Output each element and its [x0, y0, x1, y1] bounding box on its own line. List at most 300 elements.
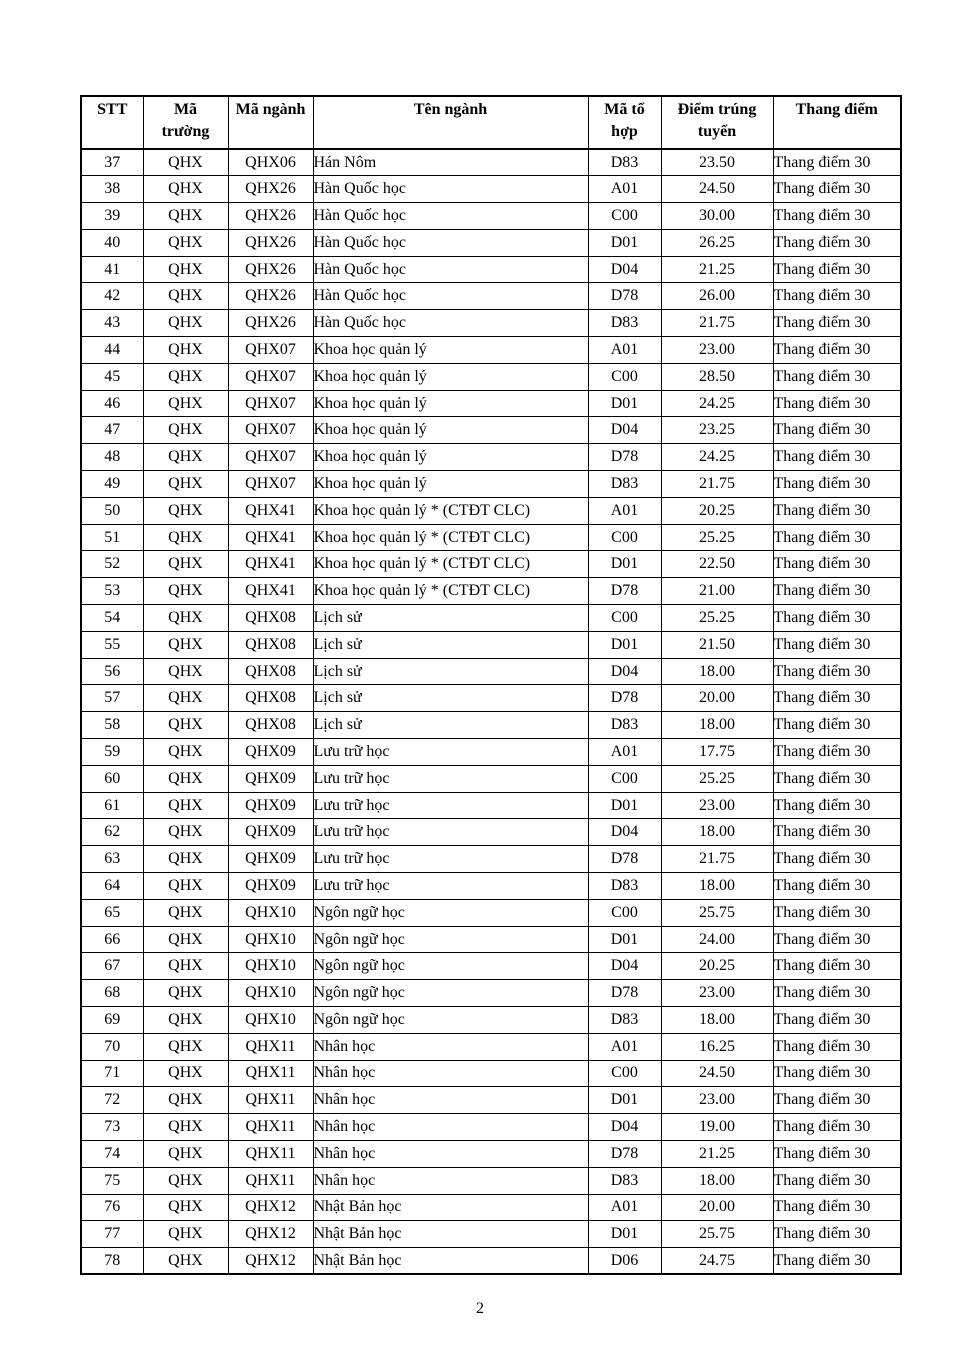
table-row [81, 256, 901, 283]
diem-cell: 21.75 [661, 846, 773, 873]
ma-truong-cell: QHX [143, 551, 228, 578]
table-row [81, 390, 901, 417]
ma-to-hop-cell: D78 [588, 283, 661, 310]
ten-nganh-cell: Khoa học quản lý * (CTĐT CLC) [313, 524, 588, 551]
ma-to-hop-cell: C00 [588, 524, 661, 551]
thang-diem-cell: Thang điểm 30 [773, 1007, 901, 1034]
diem-cell: 18.00 [661, 1167, 773, 1194]
thang-diem-cell: Thang điểm 30 [773, 739, 901, 766]
ma-truong-cell: QHX [143, 417, 228, 444]
ma-truong-cell: QHX [143, 739, 228, 766]
stt-cell: 45 [81, 363, 143, 390]
ma-truong-cell: QHX [143, 578, 228, 605]
ma-to-hop-cell: A01 [588, 176, 661, 203]
diem-cell: 21.75 [661, 471, 773, 498]
thang-diem-cell: Thang điểm 30 [773, 1167, 901, 1194]
ma-truong-cell: QHX [143, 792, 228, 819]
stt-cell: 57 [81, 685, 143, 712]
thang-diem-cell: Thang điểm 30 [773, 337, 901, 364]
table-row [81, 899, 901, 926]
thang-diem-cell: Thang điểm 30 [773, 176, 901, 203]
ma-to-hop-cell: D01 [588, 1087, 661, 1114]
stt-cell: 68 [81, 980, 143, 1007]
table-row [81, 578, 901, 605]
diem-cell: 21.25 [661, 1140, 773, 1167]
ten-nganh-cell: Khoa học quản lý [313, 417, 588, 444]
ten-nganh-cell: Ngôn ngữ học [313, 1007, 588, 1034]
ten-nganh-cell: Hán Nôm [313, 149, 588, 176]
diem-cell: 19.00 [661, 1114, 773, 1141]
ten-nganh-cell: Lưu trữ học [313, 765, 588, 792]
header-stt: STT [81, 96, 143, 149]
thang-diem-cell: Thang điểm 30 [773, 149, 901, 176]
ten-nganh-cell: Lưu trữ học [313, 819, 588, 846]
ma-truong-cell: QHX [143, 149, 228, 176]
ma-truong-cell: QHX [143, 926, 228, 953]
ten-nganh-cell: Khoa học quản lý [313, 444, 588, 471]
diem-cell: 18.00 [661, 658, 773, 685]
ma-to-hop-cell: D83 [588, 149, 661, 176]
stt-cell: 51 [81, 524, 143, 551]
stt-cell: 50 [81, 497, 143, 524]
header-ma-to-hop: Mã tổ hợp [588, 96, 661, 149]
ma-nganh-cell: QHX26 [228, 203, 313, 230]
thang-diem-cell: Thang điểm 30 [773, 712, 901, 739]
ma-nganh-cell: QHX12 [228, 1248, 313, 1275]
stt-cell: 62 [81, 819, 143, 846]
diem-cell: 26.00 [661, 283, 773, 310]
ten-nganh-cell: Lưu trữ học [313, 792, 588, 819]
ma-to-hop-cell: D83 [588, 873, 661, 900]
ma-to-hop-cell: D83 [588, 310, 661, 337]
table-row [81, 363, 901, 390]
stt-cell: 40 [81, 229, 143, 256]
table-row [81, 229, 901, 256]
stt-cell: 38 [81, 176, 143, 203]
ten-nganh-cell: Lưu trữ học [313, 873, 588, 900]
stt-cell: 37 [81, 149, 143, 176]
ma-truong-cell: QHX [143, 1221, 228, 1248]
stt-cell: 73 [81, 1114, 143, 1141]
diem-cell: 23.00 [661, 1087, 773, 1114]
diem-cell: 25.25 [661, 605, 773, 632]
diem-cell: 18.00 [661, 712, 773, 739]
ma-nganh-cell: QHX09 [228, 819, 313, 846]
diem-cell: 20.25 [661, 953, 773, 980]
ma-nganh-cell: QHX11 [228, 1140, 313, 1167]
diem-cell: 25.75 [661, 1221, 773, 1248]
ma-nganh-cell: QHX08 [228, 658, 313, 685]
ma-to-hop-cell: D78 [588, 444, 661, 471]
ma-truong-cell: QHX [143, 1194, 228, 1221]
ma-to-hop-cell: D83 [588, 1007, 661, 1034]
ma-nganh-cell: QHX08 [228, 685, 313, 712]
ten-nganh-cell: Lịch sử [313, 712, 588, 739]
thang-diem-cell: Thang điểm 30 [773, 899, 901, 926]
ma-nganh-cell: QHX07 [228, 471, 313, 498]
thang-diem-cell: Thang điểm 30 [773, 363, 901, 390]
thang-diem-cell: Thang điểm 30 [773, 926, 901, 953]
ma-nganh-cell: QHX06 [228, 149, 313, 176]
stt-cell: 76 [81, 1194, 143, 1221]
diem-cell: 22.50 [661, 551, 773, 578]
ma-to-hop-cell: C00 [588, 765, 661, 792]
ma-to-hop-cell: D01 [588, 1221, 661, 1248]
ma-truong-cell: QHX [143, 203, 228, 230]
ma-to-hop-cell: D01 [588, 390, 661, 417]
diem-cell: 21.75 [661, 310, 773, 337]
stt-cell: 71 [81, 1060, 143, 1087]
ma-truong-cell: QHX [143, 390, 228, 417]
ma-truong-cell: QHX [143, 873, 228, 900]
ma-nganh-cell: QHX26 [228, 256, 313, 283]
ten-nganh-cell: Nhật Bản học [313, 1194, 588, 1221]
ma-nganh-cell: QHX11 [228, 1087, 313, 1114]
table-row [81, 765, 901, 792]
ma-truong-cell: QHX [143, 1140, 228, 1167]
diem-cell: 21.25 [661, 256, 773, 283]
ma-to-hop-cell: C00 [588, 363, 661, 390]
ma-truong-cell: QHX [143, 1167, 228, 1194]
header-thang-diem: Thang điểm [773, 96, 901, 149]
ten-nganh-cell: Khoa học quản lý * (CTĐT CLC) [313, 551, 588, 578]
stt-cell: 58 [81, 712, 143, 739]
ma-truong-cell: QHX [143, 176, 228, 203]
ma-to-hop-cell: D04 [588, 819, 661, 846]
stt-cell: 75 [81, 1167, 143, 1194]
thang-diem-cell: Thang điểm 30 [773, 471, 901, 498]
ten-nganh-cell: Hàn Quốc học [313, 256, 588, 283]
ma-truong-cell: QHX [143, 471, 228, 498]
thang-diem-cell: Thang điểm 30 [773, 1194, 901, 1221]
thang-diem-cell: Thang điểm 30 [773, 551, 901, 578]
table-row [81, 471, 901, 498]
thang-diem-cell: Thang điểm 30 [773, 873, 901, 900]
diem-cell: 21.50 [661, 631, 773, 658]
ma-truong-cell: QHX [143, 605, 228, 632]
ma-nganh-cell: QHX10 [228, 899, 313, 926]
ma-to-hop-cell: D04 [588, 953, 661, 980]
stt-cell: 74 [81, 1140, 143, 1167]
ma-nganh-cell: QHX09 [228, 873, 313, 900]
header-row [81, 96, 901, 149]
thang-diem-cell: Thang điểm 30 [773, 310, 901, 337]
ma-truong-cell: QHX [143, 980, 228, 1007]
ten-nganh-cell: Khoa học quản lý [313, 337, 588, 364]
table-row [81, 739, 901, 766]
diem-cell: 28.50 [661, 363, 773, 390]
ma-nganh-cell: QHX26 [228, 283, 313, 310]
ma-to-hop-cell: D01 [588, 926, 661, 953]
diem-cell: 20.00 [661, 1194, 773, 1221]
table-row [81, 497, 901, 524]
ten-nganh-cell: Hàn Quốc học [313, 229, 588, 256]
diem-cell: 24.75 [661, 1248, 773, 1275]
ten-nganh-cell: Nhân học [313, 1140, 588, 1167]
ten-nganh-cell: Nhân học [313, 1114, 588, 1141]
stt-cell: 43 [81, 310, 143, 337]
table-row [81, 712, 901, 739]
stt-cell: 52 [81, 551, 143, 578]
table-row [81, 685, 901, 712]
diem-cell: 25.25 [661, 765, 773, 792]
diem-cell: 17.75 [661, 739, 773, 766]
ma-nganh-cell: QHX11 [228, 1167, 313, 1194]
ma-truong-cell: QHX [143, 1060, 228, 1087]
header-ma-truong: Mã trường [143, 96, 228, 149]
ma-to-hop-cell: A01 [588, 1194, 661, 1221]
ma-truong-cell: QHX [143, 444, 228, 471]
ten-nganh-cell: Nhật Bản học [313, 1248, 588, 1275]
ten-nganh-cell: Khoa học quản lý [313, 471, 588, 498]
ma-truong-cell: QHX [143, 631, 228, 658]
ten-nganh-cell: Ngôn ngữ học [313, 953, 588, 980]
ma-nganh-cell: QHX41 [228, 551, 313, 578]
ten-nganh-cell: Nhân học [313, 1087, 588, 1114]
ten-nganh-cell: Hàn Quốc học [313, 283, 588, 310]
ma-to-hop-cell: D04 [588, 1114, 661, 1141]
thang-diem-cell: Thang điểm 30 [773, 605, 901, 632]
thang-diem-cell: Thang điểm 30 [773, 444, 901, 471]
diem-cell: 20.00 [661, 685, 773, 712]
ma-nganh-cell: QHX08 [228, 631, 313, 658]
thang-diem-cell: Thang điểm 30 [773, 256, 901, 283]
stt-cell: 55 [81, 631, 143, 658]
diem-cell: 16.25 [661, 1033, 773, 1060]
ma-to-hop-cell: D04 [588, 417, 661, 444]
table-row [81, 1087, 901, 1114]
stt-cell: 61 [81, 792, 143, 819]
diem-cell: 18.00 [661, 873, 773, 900]
ma-nganh-cell: QHX09 [228, 846, 313, 873]
ma-truong-cell: QHX [143, 283, 228, 310]
ma-to-hop-cell: D01 [588, 631, 661, 658]
stt-cell: 39 [81, 203, 143, 230]
ma-truong-cell: QHX [143, 819, 228, 846]
diem-cell: 18.00 [661, 1007, 773, 1034]
thang-diem-cell: Thang điểm 30 [773, 658, 901, 685]
stt-cell: 67 [81, 953, 143, 980]
diem-cell: 20.25 [661, 497, 773, 524]
ma-to-hop-cell: C00 [588, 605, 661, 632]
table-row [81, 417, 901, 444]
table-row [81, 631, 901, 658]
stt-cell: 60 [81, 765, 143, 792]
ma-truong-cell: QHX [143, 899, 228, 926]
stt-cell: 41 [81, 256, 143, 283]
ma-to-hop-cell: A01 [588, 1033, 661, 1060]
diem-cell: 18.00 [661, 819, 773, 846]
ten-nganh-cell: Lịch sử [313, 658, 588, 685]
table-row [81, 1221, 901, 1248]
thang-diem-cell: Thang điểm 30 [773, 765, 901, 792]
thang-diem-cell: Thang điểm 30 [773, 390, 901, 417]
diem-cell: 25.75 [661, 899, 773, 926]
ma-truong-cell: QHX [143, 363, 228, 390]
ma-nganh-cell: QHX12 [228, 1194, 313, 1221]
ten-nganh-cell: Lịch sử [313, 685, 588, 712]
ma-nganh-cell: QHX07 [228, 337, 313, 364]
diem-cell: 23.25 [661, 417, 773, 444]
ma-nganh-cell: QHX26 [228, 229, 313, 256]
ma-to-hop-cell: D78 [588, 846, 661, 873]
table-row [81, 524, 901, 551]
ma-to-hop-cell: C00 [588, 1060, 661, 1087]
ma-to-hop-cell: D78 [588, 1140, 661, 1167]
ma-to-hop-cell: C00 [588, 203, 661, 230]
diem-cell: 25.25 [661, 524, 773, 551]
ma-truong-cell: QHX [143, 229, 228, 256]
stt-cell: 59 [81, 739, 143, 766]
diem-cell: 23.50 [661, 149, 773, 176]
ma-truong-cell: QHX [143, 1248, 228, 1275]
thang-diem-cell: Thang điểm 30 [773, 1060, 901, 1087]
stt-cell: 48 [81, 444, 143, 471]
table-row [81, 283, 901, 310]
thang-diem-cell: Thang điểm 30 [773, 1033, 901, 1060]
thang-diem-cell: Thang điểm 30 [773, 631, 901, 658]
ma-nganh-cell: QHX07 [228, 417, 313, 444]
ma-truong-cell: QHX [143, 1114, 228, 1141]
stt-cell: 47 [81, 417, 143, 444]
table-row [81, 1007, 901, 1034]
diem-cell: 21.00 [661, 578, 773, 605]
stt-cell: 78 [81, 1248, 143, 1275]
ma-nganh-cell: QHX41 [228, 497, 313, 524]
thang-diem-cell: Thang điểm 30 [773, 953, 901, 980]
ma-nganh-cell: QHX08 [228, 605, 313, 632]
ma-truong-cell: QHX [143, 524, 228, 551]
ten-nganh-cell: Khoa học quản lý [313, 390, 588, 417]
thang-diem-cell: Thang điểm 30 [773, 203, 901, 230]
table-row [81, 926, 901, 953]
table-row [81, 551, 901, 578]
table-row [81, 203, 901, 230]
ma-truong-cell: QHX [143, 256, 228, 283]
ten-nganh-cell: Lịch sử [313, 605, 588, 632]
thang-diem-cell: Thang điểm 30 [773, 685, 901, 712]
ma-to-hop-cell: D78 [588, 685, 661, 712]
ten-nganh-cell: Khoa học quản lý [313, 363, 588, 390]
thang-diem-cell: Thang điểm 30 [773, 1221, 901, 1248]
ma-nganh-cell: QHX12 [228, 1221, 313, 1248]
ma-nganh-cell: QHX09 [228, 765, 313, 792]
ten-nganh-cell: Lưu trữ học [313, 846, 588, 873]
diem-cell: 24.50 [661, 1060, 773, 1087]
ma-nganh-cell: QHX07 [228, 390, 313, 417]
stt-cell: 64 [81, 873, 143, 900]
ten-nganh-cell: Ngôn ngữ học [313, 899, 588, 926]
table-row [81, 1114, 901, 1141]
ten-nganh-cell: Nhân học [313, 1060, 588, 1087]
ma-nganh-cell: QHX11 [228, 1114, 313, 1141]
ten-nganh-cell: Nhân học [313, 1167, 588, 1194]
table-row [81, 444, 901, 471]
ma-truong-cell: QHX [143, 953, 228, 980]
stt-cell: 66 [81, 926, 143, 953]
ma-to-hop-cell: D01 [588, 229, 661, 256]
admission-scores-table [80, 95, 902, 1275]
ma-truong-cell: QHX [143, 685, 228, 712]
ma-truong-cell: QHX [143, 765, 228, 792]
table-row [81, 1248, 901, 1275]
stt-cell: 53 [81, 578, 143, 605]
thang-diem-cell: Thang điểm 30 [773, 1140, 901, 1167]
thang-diem-cell: Thang điểm 30 [773, 497, 901, 524]
ma-to-hop-cell: A01 [588, 739, 661, 766]
ten-nganh-cell: Hàn Quốc học [313, 203, 588, 230]
thang-diem-cell: Thang điểm 30 [773, 1248, 901, 1275]
table-row [81, 980, 901, 1007]
ma-truong-cell: QHX [143, 1087, 228, 1114]
ten-nganh-cell: Khoa học quản lý * (CTĐT CLC) [313, 578, 588, 605]
table-row [81, 310, 901, 337]
table-row [81, 1060, 901, 1087]
ma-truong-cell: QHX [143, 497, 228, 524]
ma-nganh-cell: QHX08 [228, 712, 313, 739]
thang-diem-cell: Thang điểm 30 [773, 846, 901, 873]
stt-cell: 46 [81, 390, 143, 417]
ma-truong-cell: QHX [143, 1007, 228, 1034]
stt-cell: 77 [81, 1221, 143, 1248]
ma-to-hop-cell: A01 [588, 337, 661, 364]
stt-cell: 44 [81, 337, 143, 364]
stt-cell: 65 [81, 899, 143, 926]
ma-to-hop-cell: A01 [588, 497, 661, 524]
diem-cell: 26.25 [661, 229, 773, 256]
ma-nganh-cell: QHX10 [228, 926, 313, 953]
table-row [81, 1194, 901, 1221]
stt-cell: 63 [81, 846, 143, 873]
ma-nganh-cell: QHX10 [228, 1007, 313, 1034]
thang-diem-cell: Thang điểm 30 [773, 1114, 901, 1141]
diem-cell: 24.50 [661, 176, 773, 203]
diem-cell: 30.00 [661, 203, 773, 230]
table-row [81, 337, 901, 364]
table-row [81, 176, 901, 203]
diem-cell: 23.00 [661, 337, 773, 364]
thang-diem-cell: Thang điểm 30 [773, 980, 901, 1007]
ma-nganh-cell: QHX26 [228, 176, 313, 203]
ma-nganh-cell: QHX09 [228, 792, 313, 819]
ma-nganh-cell: QHX41 [228, 578, 313, 605]
ma-nganh-cell: QHX41 [228, 524, 313, 551]
ten-nganh-cell: Nhật Bản học [313, 1221, 588, 1248]
ma-nganh-cell: QHX10 [228, 980, 313, 1007]
ma-nganh-cell: QHX09 [228, 739, 313, 766]
ma-truong-cell: QHX [143, 1033, 228, 1060]
header-diem-trung-tuyen: Điểm trúng tuyển [661, 96, 773, 149]
diem-cell: 24.25 [661, 444, 773, 471]
table-row [81, 1033, 901, 1060]
ma-to-hop-cell: D83 [588, 1167, 661, 1194]
ma-truong-cell: QHX [143, 712, 228, 739]
table-row [81, 1140, 901, 1167]
ma-to-hop-cell: D78 [588, 578, 661, 605]
thang-diem-cell: Thang điểm 30 [773, 524, 901, 551]
ma-truong-cell: QHX [143, 337, 228, 364]
ten-nganh-cell: Hàn Quốc học [313, 310, 588, 337]
stt-cell: 54 [81, 605, 143, 632]
thang-diem-cell: Thang điểm 30 [773, 819, 901, 846]
table-row [81, 819, 901, 846]
ma-to-hop-cell: D83 [588, 712, 661, 739]
table-header [81, 96, 901, 149]
ten-nganh-cell: Ngôn ngữ học [313, 926, 588, 953]
ma-nganh-cell: QHX10 [228, 953, 313, 980]
table-body [81, 149, 901, 1274]
table-row [81, 149, 901, 176]
